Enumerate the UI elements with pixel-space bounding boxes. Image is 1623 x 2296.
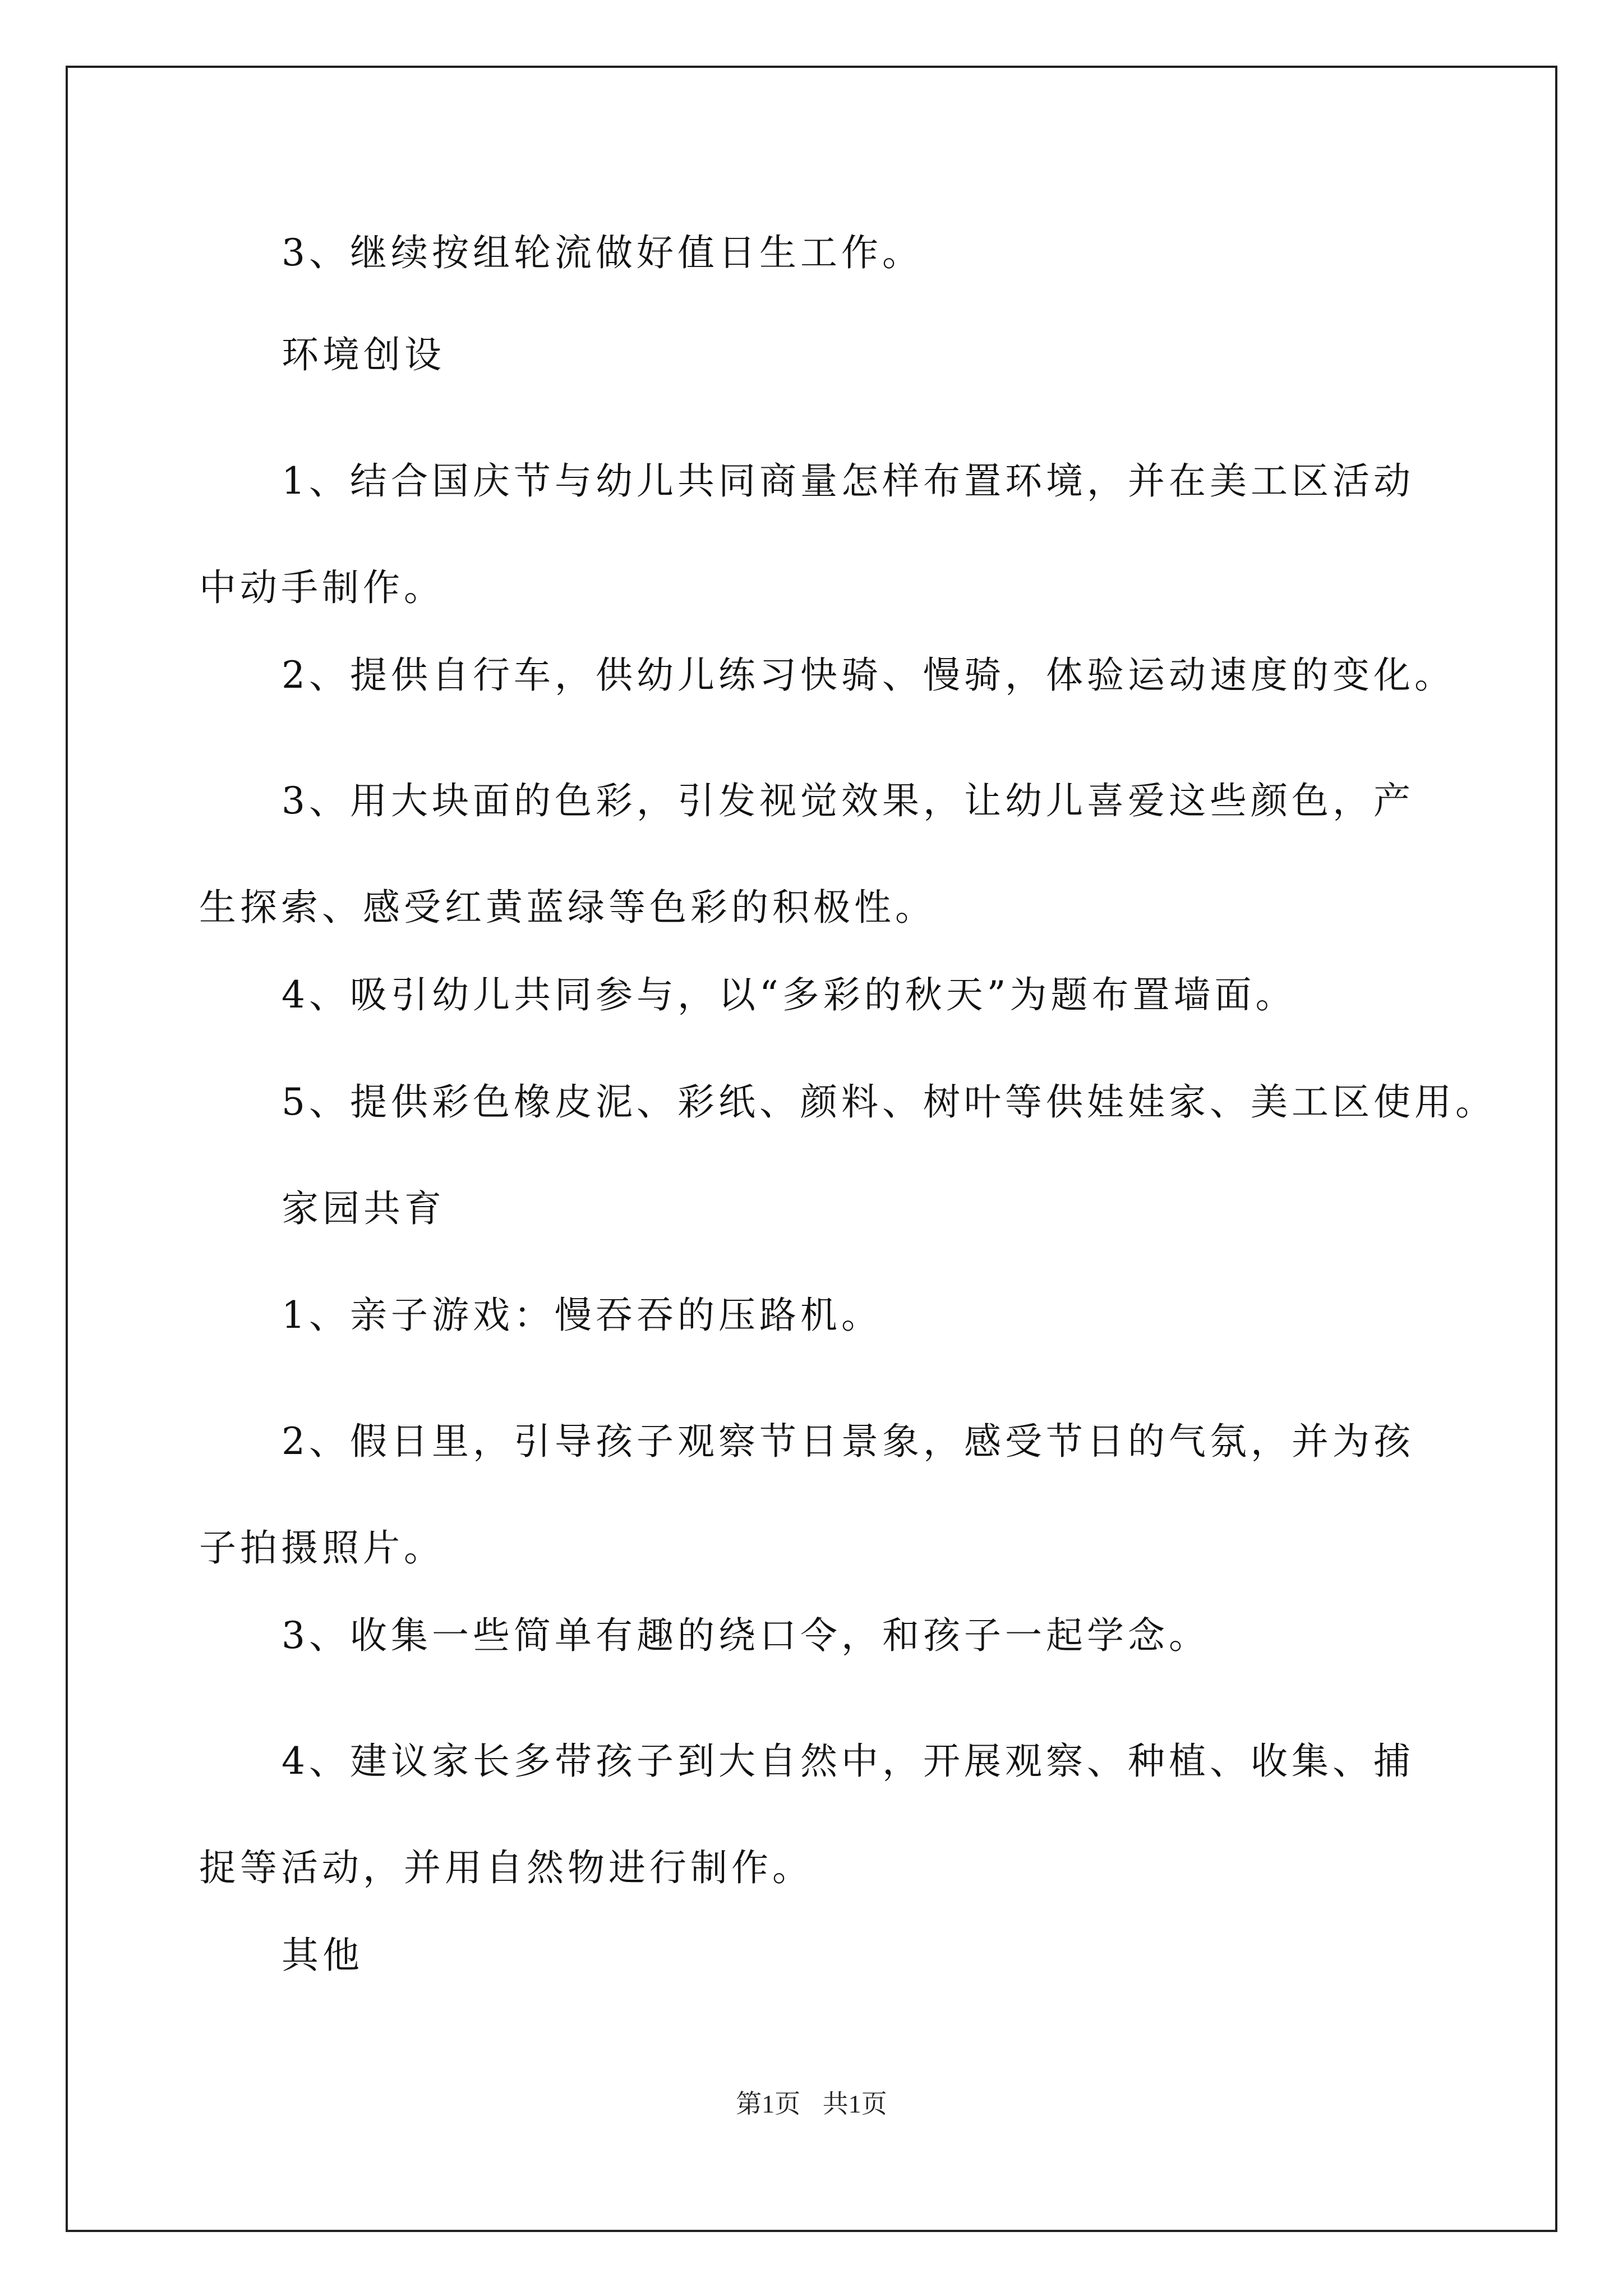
paragraph: 1、结合国庆节与幼儿共同商量怎样布置环境，并在美工区活动中动手制作。 [199,459,1414,609]
page-total: 共1页 [822,2090,887,2118]
paragraph: 3、继续按组轮流做好值日生工作。 [282,231,923,274]
paragraph: 4、吸引幼儿共同参与，以“多彩的秋天”为题布置墙面。 [282,973,1297,1016]
paragraph: 3、用大块面的色彩，引发视觉效果，让幼儿喜爱这些颜色，产生探索、感受红黄蓝绿等色彩的积极性。 [199,779,1414,929]
paragraph: 1、亲子游戏：慢吞吞的压路机。 [282,1294,882,1337]
section-heading: 家园共育 [282,1187,445,1230]
paragraph: 3、收集一些简单有趣的绕口令，和孩子一起学念。 [282,1614,1210,1657]
paragraph: 2、提供自行车，供幼儿练习快骑、慢骑，体验运动速度的变化。 [282,654,1455,697]
paragraph: 4、建议家长多带孩子到大自然中，开展观察、种植、收集、捕捉等活动，并用自然物进行制作。 [199,1740,1414,1889]
page-footer [0,2091,1623,2117]
section-heading: 其他 [282,1934,363,1977]
paragraph: 2、假日里，引导孩子观察节日景象，感受节日的气氛，并为孩子拍摄照片。 [199,1420,1414,1570]
section-heading: 环境创设 [282,333,445,376]
page-number: 第1页 [736,2090,801,2118]
paragraph: 5、提供彩色橡皮泥、彩纸、颜料、树叶等供娃娃家、美工区使用。 [282,1080,1496,1124]
